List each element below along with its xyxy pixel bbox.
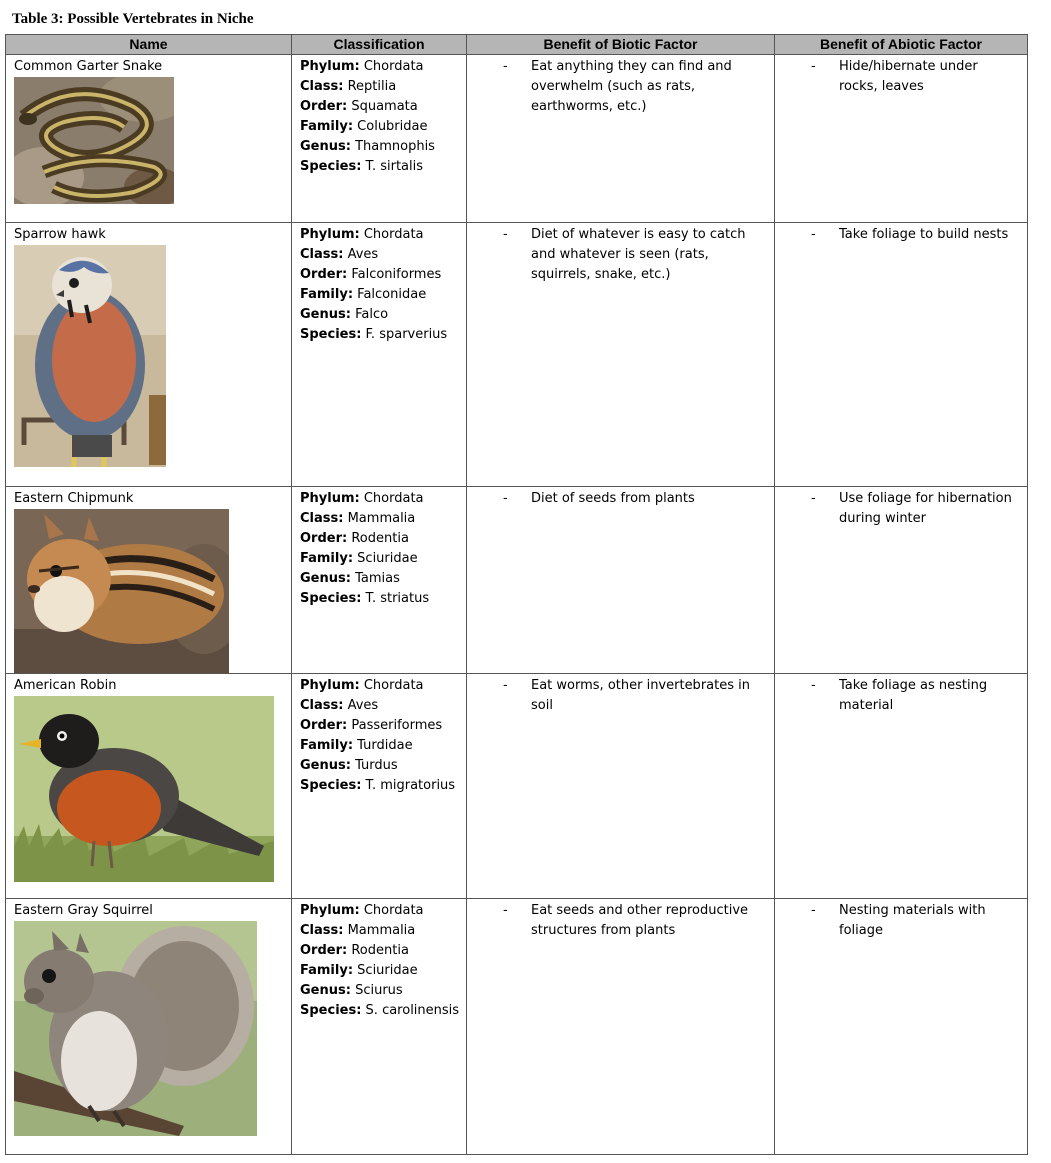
bullet-dash: - [503, 678, 508, 693]
name-cell [6, 899, 292, 1155]
taxonomy-genus: Genus: Falco [300, 307, 389, 322]
abiotic-cell [775, 674, 1028, 899]
classification-cell [292, 674, 467, 899]
name-cell [6, 55, 292, 223]
bullet-dash: - [811, 903, 816, 918]
taxonomy-class: Class: Aves [300, 698, 379, 713]
abiotic-text: Nesting materials with foliage [839, 903, 986, 938]
taxonomy-order: Order: Falconiformes [300, 267, 442, 282]
biotic-text: Diet of seeds from plants [531, 491, 695, 506]
taxonomy-family: Family: Falconidae [300, 287, 427, 302]
taxonomy-phylum: Phylum: Chordata [300, 678, 424, 693]
bullet-dash: - [503, 227, 508, 242]
bullet-dash: - [811, 59, 816, 74]
table-row [6, 487, 1028, 674]
sparrow-hawk-photo [14, 245, 166, 467]
bullet-dash: - [811, 678, 816, 693]
bullet-dash: - [811, 227, 816, 242]
animal-name: Eastern Gray Squirrel [14, 903, 153, 918]
taxonomy-class: Class: Reptilia [300, 79, 397, 94]
bullet-dash: - [503, 59, 508, 74]
name-cell [6, 487, 292, 674]
biotic-text: Eat seeds and other reproductive structures from plants [531, 903, 749, 938]
taxonomy-phylum: Phylum: Chordata [300, 227, 424, 242]
taxonomy-genus: Genus: Sciurus [300, 983, 403, 998]
table-row [6, 899, 1028, 1155]
header-name: Name [6, 35, 292, 55]
abiotic-cell [775, 223, 1028, 487]
name-cell [6, 223, 292, 487]
taxonomy-order: Order: Rodentia [300, 943, 409, 958]
taxonomy-genus: Genus: Turdus [300, 758, 398, 773]
abiotic-text: Take foliage to build nests [839, 227, 1009, 242]
taxonomy-class: Class: Mammalia [300, 923, 416, 938]
abiotic-text: Take foliage as nesting material [839, 678, 988, 713]
name-cell [6, 674, 292, 899]
classification-cell [292, 55, 467, 223]
biotic-cell [467, 55, 775, 223]
classification-cell [292, 223, 467, 487]
robin-photo [14, 696, 274, 882]
bullet-dash: - [503, 903, 508, 918]
biotic-text: Eat worms, other invertebrates in soil [531, 678, 750, 713]
animal-name: American Robin [14, 678, 117, 693]
taxonomy-genus: Genus: Tamias [300, 571, 400, 586]
taxonomy-species: Species: F. sparverius [300, 327, 448, 342]
bullet-dash: - [503, 491, 508, 506]
garter-snake-photo [14, 77, 174, 204]
taxonomy-family: Family: Turdidae [300, 738, 413, 753]
header-classification: Classification [292, 35, 467, 55]
table-row [6, 674, 1028, 899]
taxonomy-class: Class: Mammalia [300, 511, 416, 526]
taxonomy-class: Class: Aves [300, 247, 379, 262]
abiotic-cell [775, 55, 1028, 223]
table-row [6, 55, 1028, 223]
header-abiotic: Benefit of Abiotic Factor [775, 35, 1028, 55]
table-row [6, 223, 1028, 487]
abiotic-cell [775, 487, 1028, 674]
taxonomy-order: Order: Rodentia [300, 531, 409, 546]
vertebrates-table [5, 34, 1028, 1155]
biotic-cell [467, 899, 775, 1155]
taxonomy-phylum: Phylum: Chordata [300, 491, 424, 506]
classification-cell [292, 899, 467, 1155]
taxonomy-family: Family: Sciuridae [300, 551, 418, 566]
classification-cell [292, 487, 467, 674]
abiotic-text: Use foliage for hibernation during winter [839, 491, 1012, 526]
biotic-cell [467, 487, 775, 674]
animal-name: Sparrow hawk [14, 227, 106, 242]
abiotic-text: Hide/hibernate under rocks, leaves [839, 59, 978, 94]
table-caption: Table 3: Possible Vertebrates in Niche [12, 11, 254, 27]
taxonomy-species: Species: T. striatus [300, 591, 430, 606]
animal-name: Common Garter Snake [14, 59, 163, 74]
taxonomy-order: Order: Squamata [300, 99, 418, 114]
taxonomy-species: Species: S. carolinensis [300, 1003, 460, 1018]
abiotic-cell [775, 899, 1028, 1155]
animal-name: Eastern Chipmunk [14, 491, 134, 506]
taxonomy-species: Species: T. migratorius [300, 778, 456, 793]
taxonomy-phylum: Phylum: Chordata [300, 59, 424, 74]
header-row [6, 35, 1028, 55]
biotic-text: Eat anything they can find and overwhelm (such as rats, earthworms, etc.) [531, 59, 732, 114]
taxonomy-order: Order: Passeriformes [300, 718, 443, 733]
taxonomy-family: Family: Sciuridae [300, 963, 418, 978]
chipmunk-photo [14, 509, 229, 673]
taxonomy-family: Family: Colubridae [300, 119, 428, 134]
taxonomy-phylum: Phylum: Chordata [300, 903, 424, 918]
bullet-dash: - [811, 491, 816, 506]
biotic-cell [467, 674, 775, 899]
header-biotic: Benefit of Biotic Factor [467, 35, 775, 55]
taxonomy-genus: Genus: Thamnophis [300, 139, 435, 154]
biotic-text: Diet of whatever is easy to catch and whatever is seen (rats, squirrels, snake, etc.) [531, 227, 746, 282]
biotic-cell [467, 223, 775, 487]
taxonomy-species: Species: T. sirtalis [300, 159, 423, 174]
gray-squirrel-photo [14, 921, 257, 1136]
